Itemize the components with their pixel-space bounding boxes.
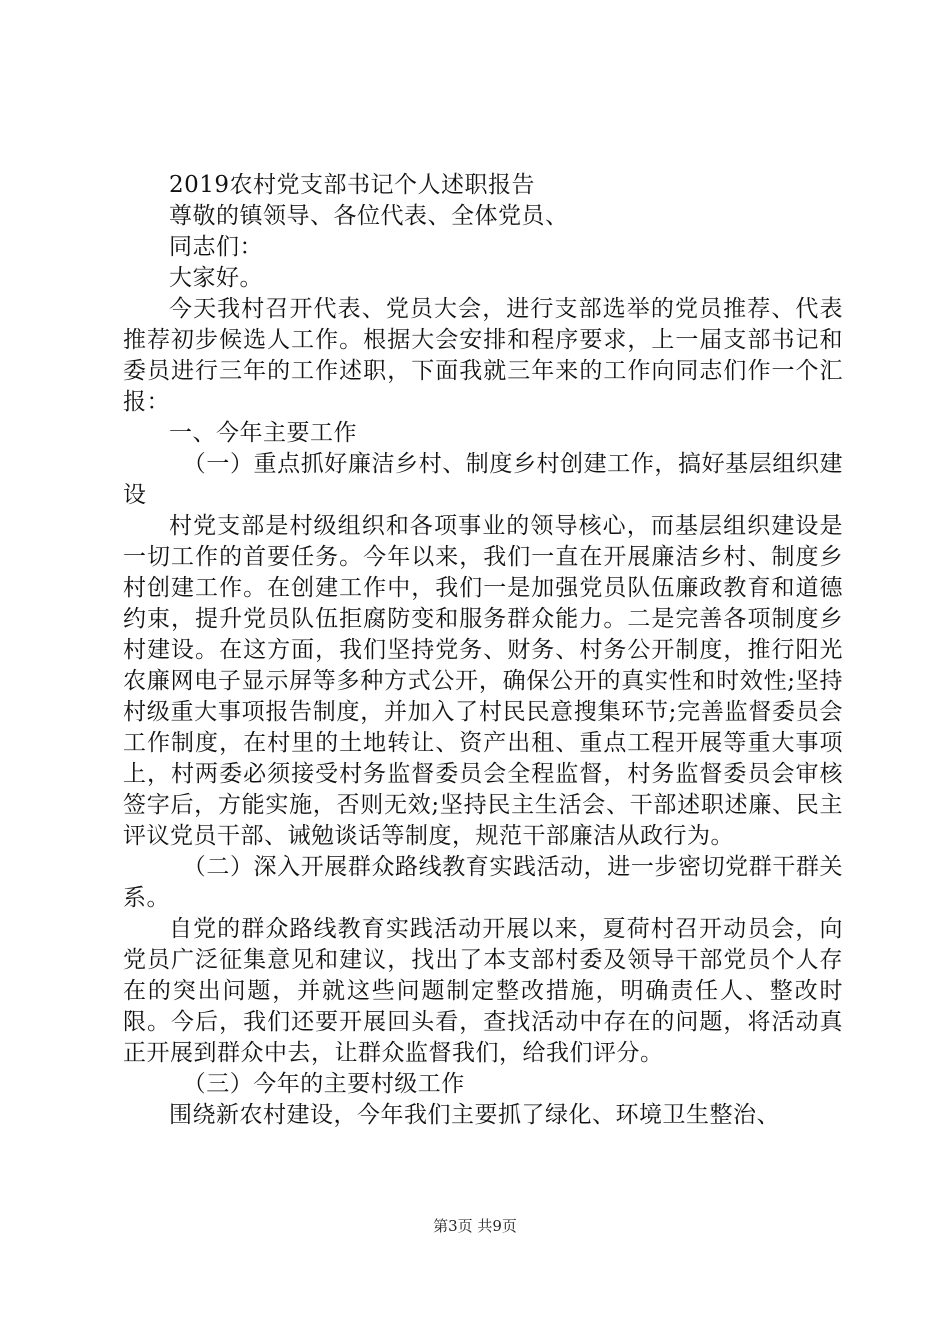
salutation-line-1: 尊敬的镇领导、各位代表、全体党员、 — [169, 203, 569, 229]
document-title: 2019农村党支部书记个人述职报告 — [169, 172, 536, 198]
section-1-heading: 一、今年主要工作 — [169, 420, 357, 446]
salutation-line-2: 同志们： — [169, 234, 263, 260]
subsection-3-heading: （三）今年的主要村级工作 — [182, 1071, 465, 1097]
subsection-3-body: 围绕新农村建设，今年我们主要抓了绿化、环境卫生整治、 — [169, 1102, 780, 1128]
page-number-label: 第3页 共9页 — [433, 1217, 517, 1235]
document-body — [123, 170, 843, 1131]
subsection-2-body: 自党的群众路线教育实践活动开展以来，夏荷村召开动员会，向党员广泛征集意见和建议，找出了本支部村委及领导干部党员个人存在的突出问题，并就这些问题制定整改措施，明确责任人、整改时限。今后，我们还要开展回头看，查找活动中存在的问题，将活动真正开展到群众中去，让群众监督我们，给我们评分。 — [123, 916, 843, 1066]
subsection-1-body: 村党支部是村级组织和各项事业的领导核心，而基层组织建设是一切工作的首要任务。今年以来，我们一直在开展廉洁乡村、制度乡村创建工作。在创建工作中，我们一是加强党员队伍廉政教育和道德约束，提升党员队伍拒腐防变和服务群众能力。二是完善各项制度乡村建设。在这方面，我们坚持党务、财务、村务公开制度，推行阳光农廉网电子显示屏等多种方式公开，确保公开的真实性和时效性;坚持村级重大事项报告制度，并加入了村民民意搜集环节;完善监督委员会工作制度，在村里的土地转让、资产出租、重点工程开展等重大事项上，村两委必须接受村务监督委员会全程监督，村务监督委员会审核签字后，方能实施，否则无效;坚持民主生活会、干部述职述廉、民主评议党员干部、诫勉谈话等制度，规范干部廉洁从政行为。 — [123, 513, 843, 849]
subsection-2-heading: （二）深入开展群众路线教育实践活动，进一步密切党群干群关系。 — [123, 854, 843, 911]
intro-paragraph: 今天我村召开代表、党员大会，进行支部选举的党员推荐、代表推荐初步候选人工作。根据大会安排和程序要求，上一届支部书记和委员进行三年的工作述职，下面我就三年来的工作向同志们作一个汇报： — [123, 296, 843, 415]
page-footer — [0, 1216, 950, 1236]
subsection-1-heading: （一）重点抓好廉洁乡村、制度乡村创建工作，搞好基层组织建设 — [123, 451, 843, 508]
greeting: 大家好。 — [169, 265, 263, 291]
